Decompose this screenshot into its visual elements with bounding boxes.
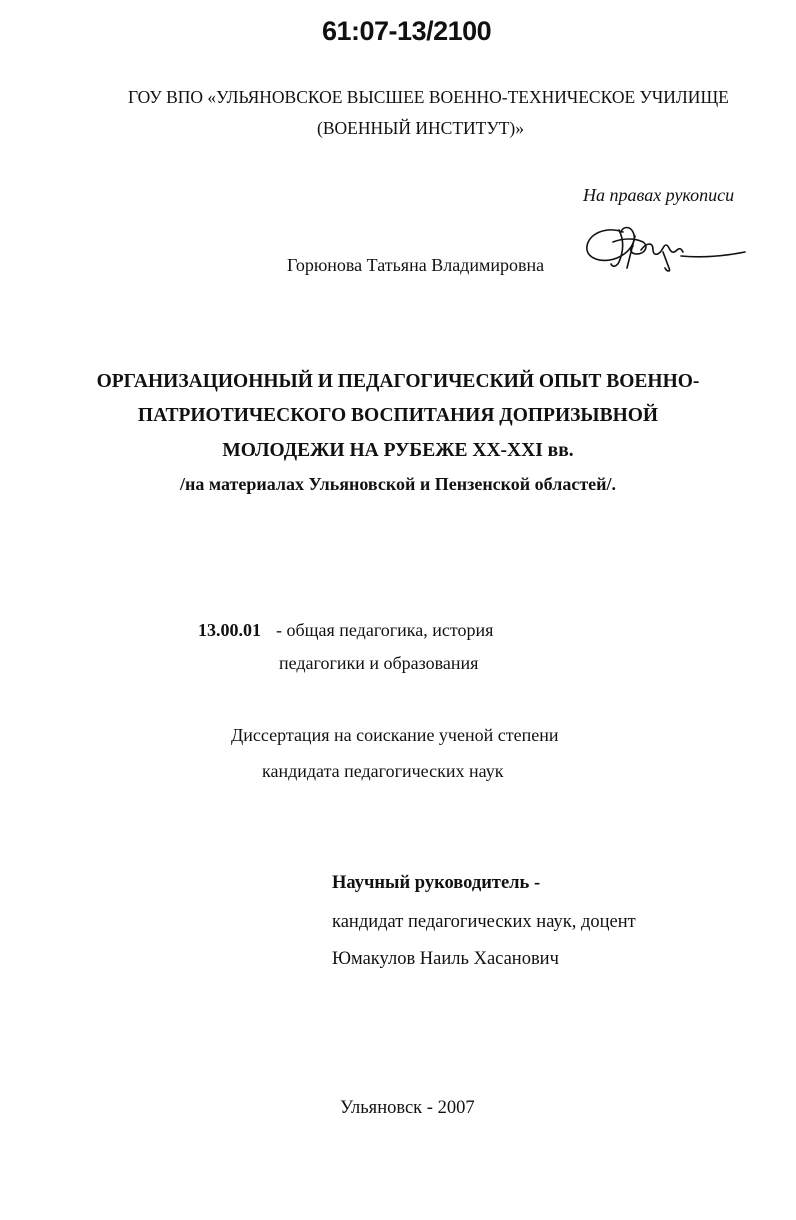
title-line-2: ПАТРИОТИЧЕСКОГО ВОСПИТАНИЯ ДОПРИЗЫВНОЙ — [137, 405, 659, 426]
supervisor-degree: кандидат педагогических наук, доцент — [332, 912, 636, 932]
supervisor-heading: Научный руководитель - — [332, 873, 541, 893]
dissertation-line-1: Диссертация на соискание ученой степени — [231, 725, 559, 745]
supervisor-name: Юмакулов Наиль Хасанович — [332, 949, 559, 969]
institution-line-1: ГОУ ВПО «УЛЬЯНОВСКОЕ ВЫСШЕЕ ВОЕННО-ТЕХНИЧЕСКОЕ УЧИЛИЩЕ — [128, 87, 729, 107]
registry-code: 61:07-13/2100 — [322, 16, 492, 46]
title-line-3: МОЛОДЕЖИ НА РУБЕЖЕ XX-XXI вв. — [222, 440, 574, 461]
specialty-description: - общая педагогика, история — [276, 620, 494, 640]
manuscript-rights-note: На правах рукописи — [583, 185, 735, 205]
dissertation-line-2: кандидата педагогических наук — [262, 761, 504, 781]
author-name: Горюнова Татьяна Владимировна — [287, 255, 545, 275]
title-line-4: /на материалах Ульяновской и Пензенской областей/. — [179, 474, 617, 494]
specialty-code: 13.00.01 — [198, 620, 261, 640]
city-year: Ульяновск - 2007 — [340, 1098, 475, 1118]
handwritten-signature — [583, 212, 748, 274]
institution-line-2: (ВОЕННЫЙ ИНСТИТУТ)» — [317, 118, 525, 138]
title-line-1: ОРГАНИЗАЦИОННЫЙ И ПЕДАГОГИЧЕСКИЙ ОПЫТ ВОЕННО- — [96, 371, 700, 392]
specialty-description-line-2: педагогики и образования — [279, 653, 479, 673]
